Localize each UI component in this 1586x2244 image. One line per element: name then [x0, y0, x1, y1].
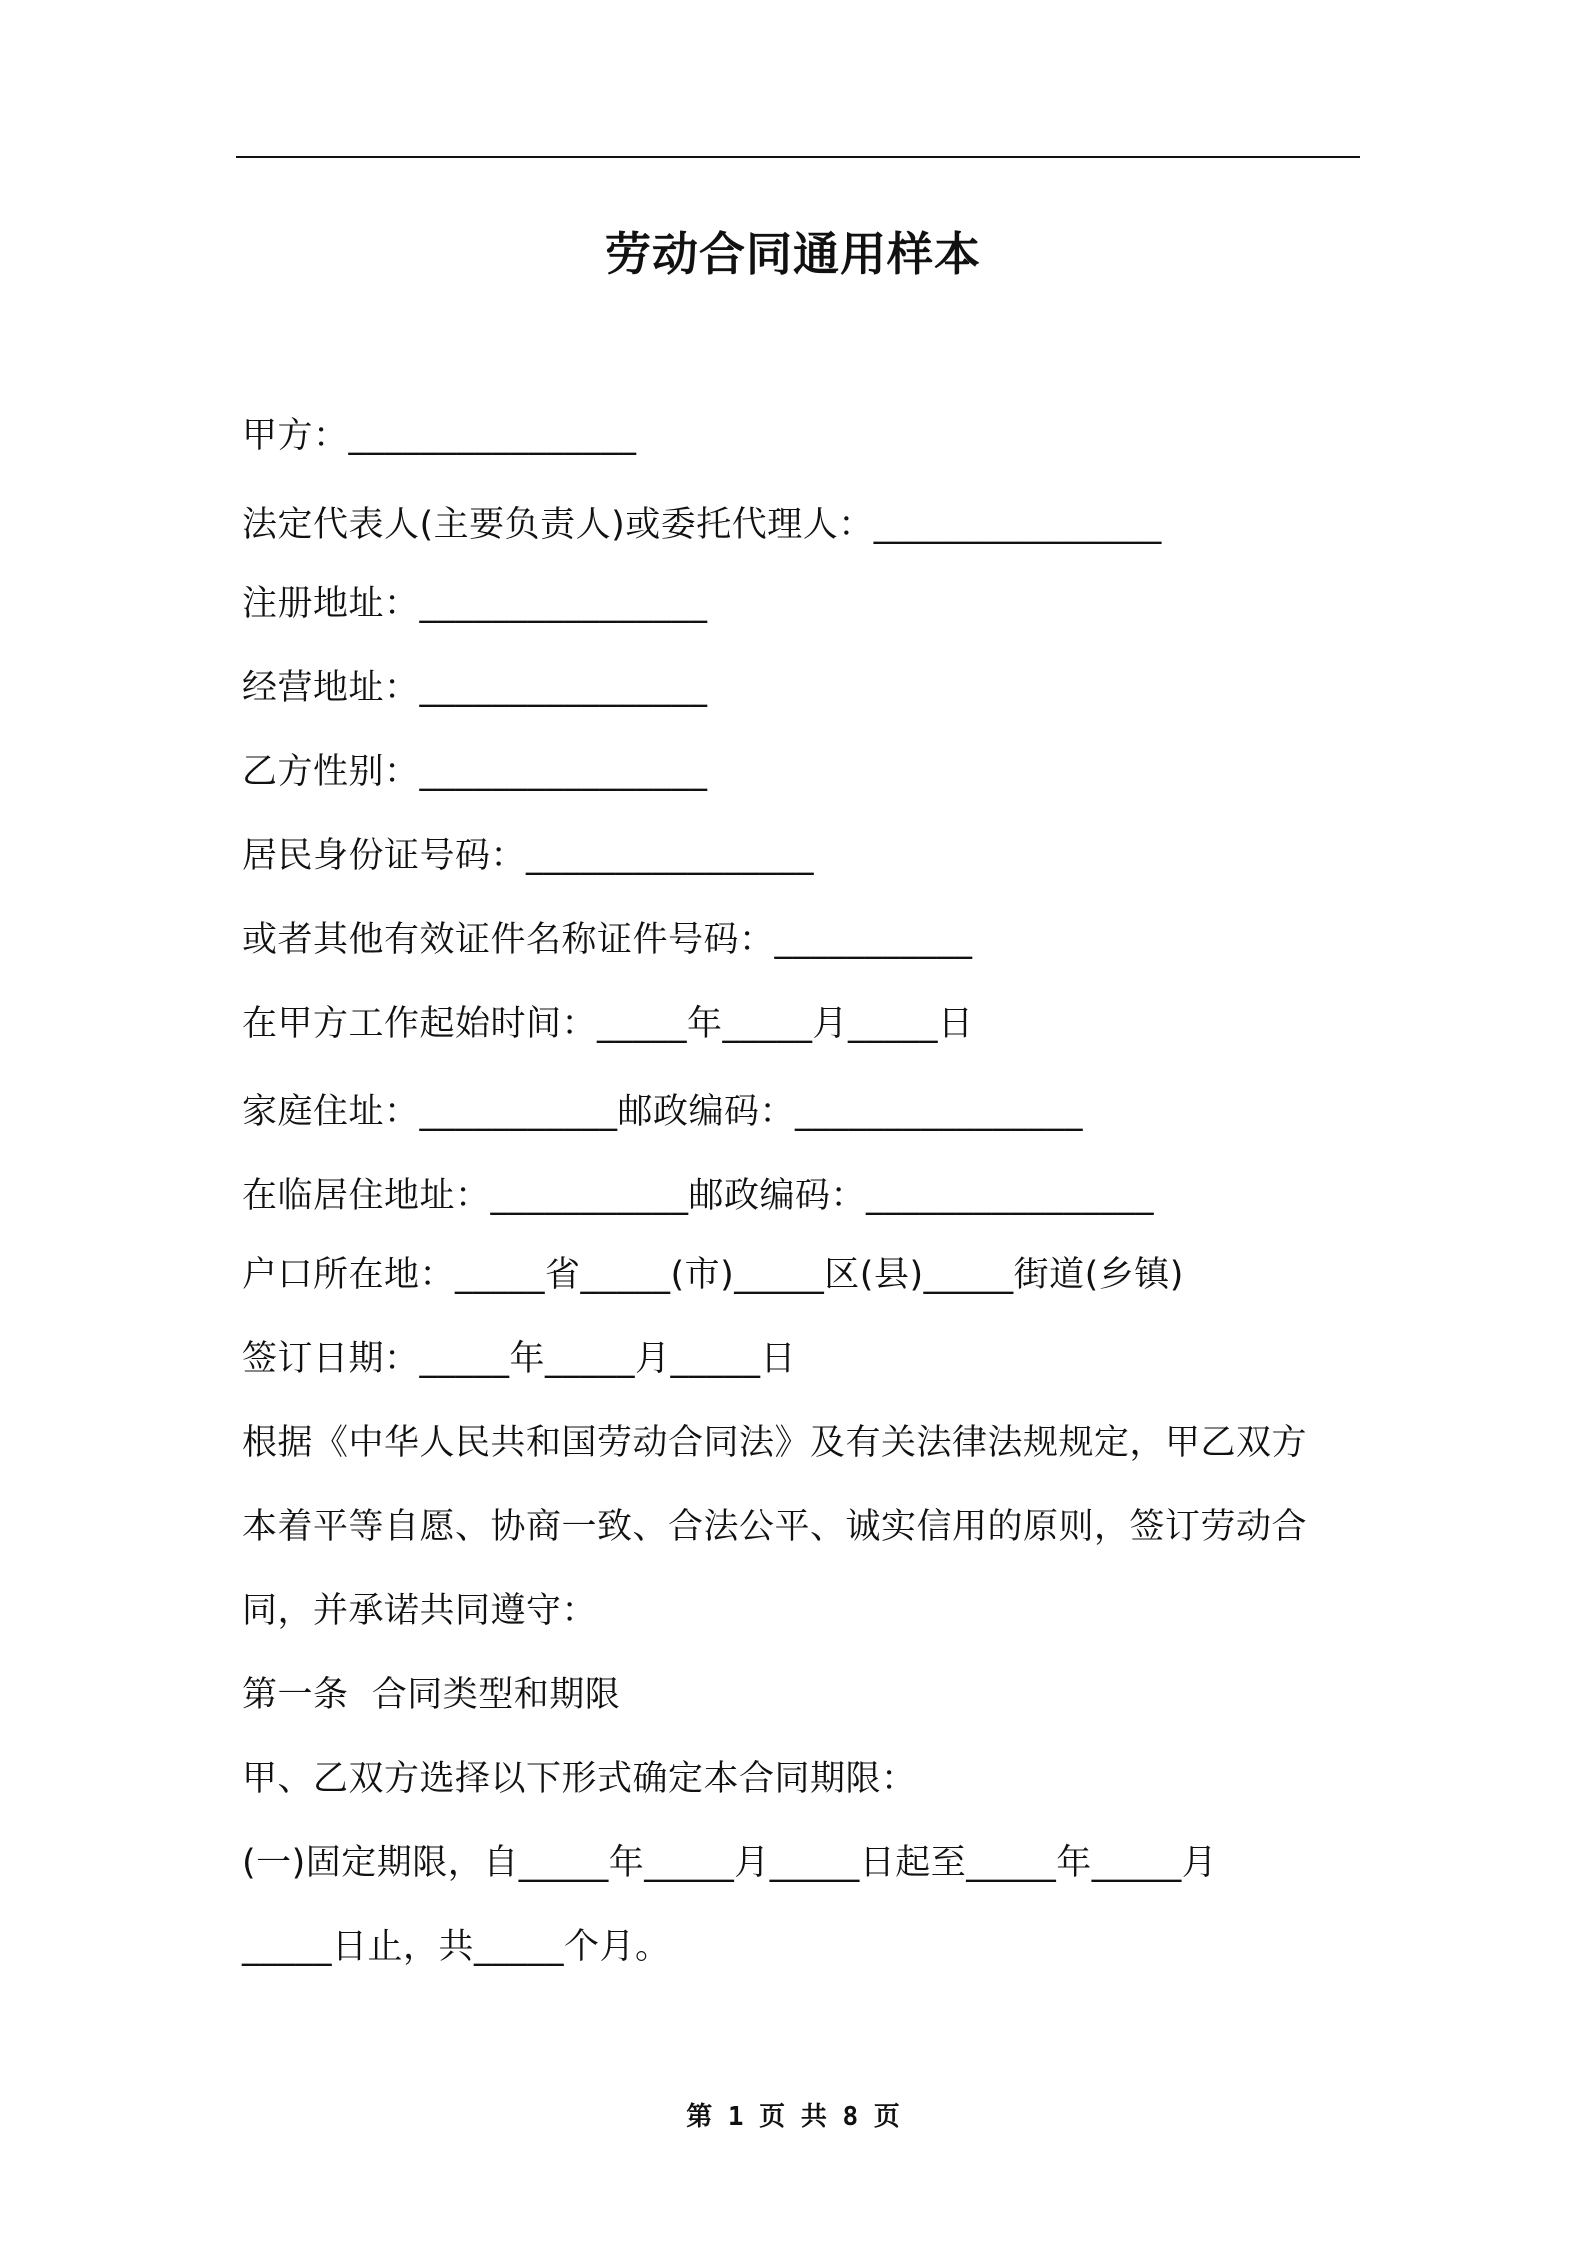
fixed-term-line-2: _____日止，共_____个月。	[242, 1927, 671, 1967]
preamble-line-1: 根据《中华人民共和国劳动合同法》及有关法律法规规定，甲乙双方	[242, 1423, 1308, 1463]
article-one-heading: 第一条 合同类型和期限	[242, 1675, 621, 1715]
legal-representative-line: 法定代表人(主要负责人)或委托代理人：________________	[242, 505, 1162, 545]
start-date-line: 在甲方工作起始时间：_____年_____月_____日	[242, 1004, 974, 1044]
party-b-gender-line: 乙方性别：________________	[242, 752, 708, 792]
temporary-address-line: 在临居住地址：___________邮政编码：________________	[242, 1176, 1155, 1216]
signing-date-line: 签订日期：_____年_____月_____日	[242, 1339, 797, 1379]
document-title: 劳动合同通用样本	[605, 227, 981, 281]
header-rule	[236, 156, 1360, 158]
other-id-line: 或者其他有效证件名称证件号码：___________	[242, 920, 973, 960]
id-number-line: 居民身份证号码：________________	[242, 836, 815, 876]
registered-address-line: 注册地址：________________	[242, 584, 708, 624]
page-number-footer: 第 1 页 共 8 页	[686, 2102, 900, 2132]
party-a-line: 甲方：________________	[242, 416, 637, 456]
home-address-line: 家庭住址：___________邮政编码：________________	[242, 1092, 1084, 1132]
business-address-line: 经营地址：________________	[242, 668, 708, 708]
household-registration-line: 户口所在地：_____省_____(市)_____区(县)_____街道(乡镇)	[242, 1255, 1184, 1295]
contract-term-intro: 甲、乙双方选择以下形式确定本合同期限：	[242, 1759, 917, 1799]
fixed-term-line-1: (一)固定期限，自_____年_____月_____日起至_____年_____月	[242, 1843, 1218, 1883]
preamble-line-3: 同，并承诺共同遵守：	[242, 1591, 598, 1631]
preamble-line-2: 本着平等自愿、协商一致、合法公平、诚实信用的原则，签订劳动合	[242, 1507, 1308, 1547]
